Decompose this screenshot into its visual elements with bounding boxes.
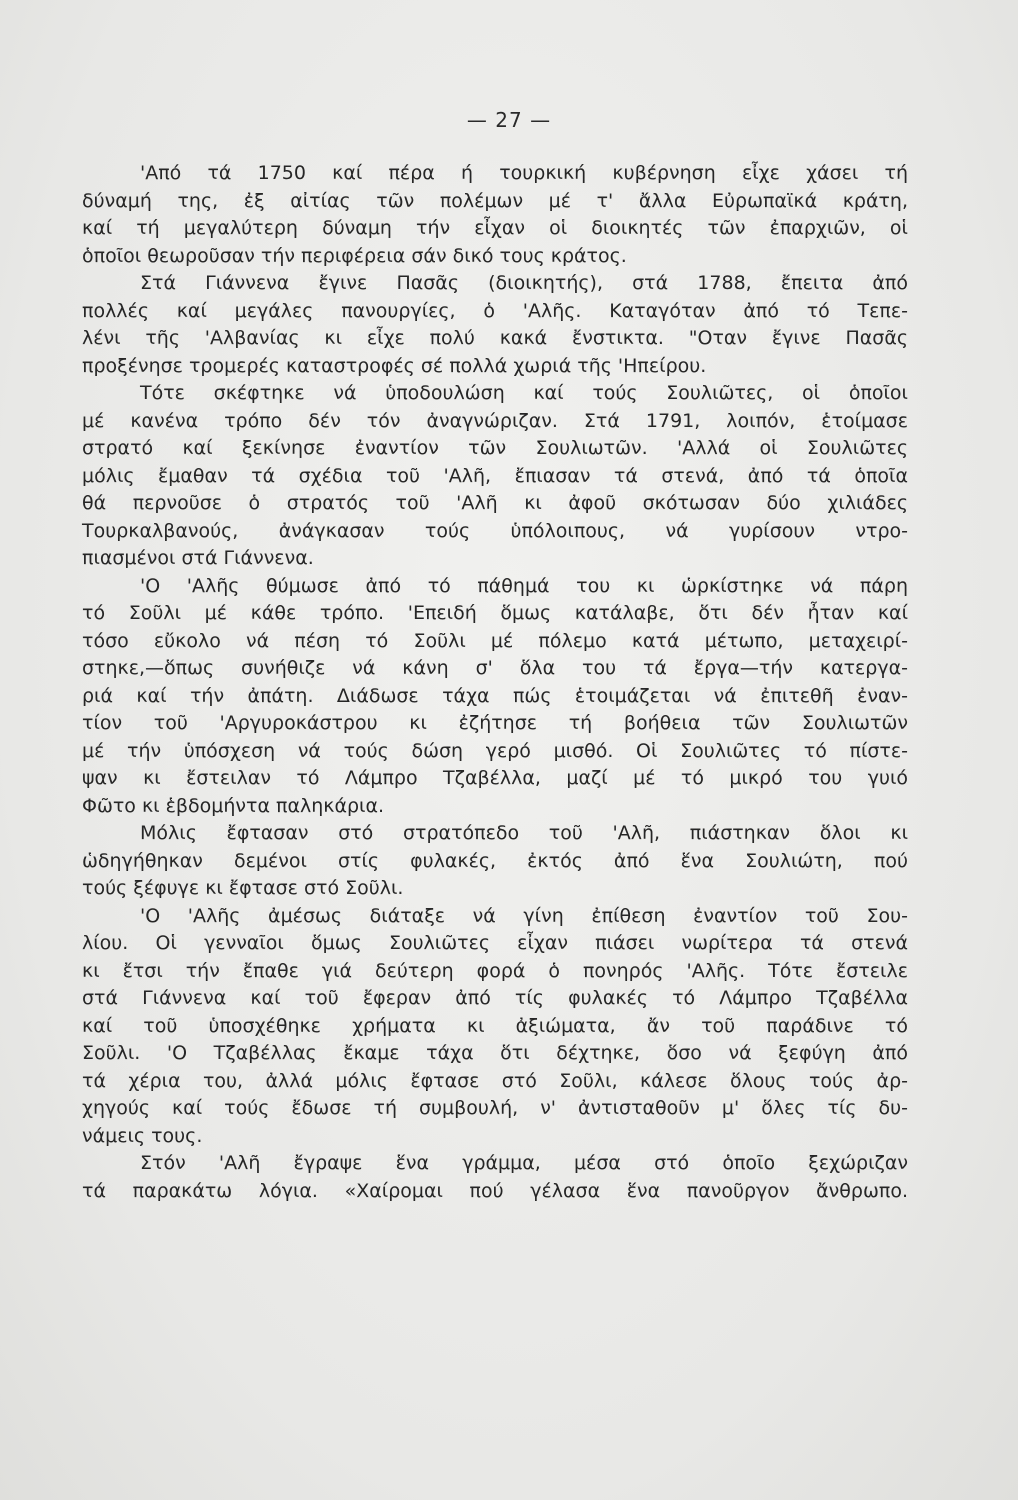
text-line: τά χέρια του, ἀλλά μόλις ἔφτασε στό Σοῦλι, κάλεσε ὅλους τούς ἀρ- [82,1069,908,1092]
text-line: τούς ξέφυγε κι ἔφτασε στό Σοῦλι. [82,877,404,899]
text-line: προξένησε τρομερές καταστροφές σέ πολλά χωριά τῆς 'Ηπείρου. [82,354,707,377]
text-line: τίον τοῦ 'Αργυροκάστρου κι ἐζήτησε τή βοήθεια τῶν Σουλιωτῶν [82,712,908,734]
text-line: Στά Γιάννενα ἔγινε Πασᾶς (διοικητής), στά 1788, ἔπειτα ἀπό [140,272,908,294]
text-line: 'Ο 'Αλῆς ἀμέσως διάταξε νά γίνη ἐπίθεση ἐναντίον τοῦ Σου- [140,904,908,927]
text-line: καί τοῦ ὑποσχέθηκε χρήματα κι ἀξιώματα, ἄν τοῦ παράδινε τό [82,1014,908,1037]
text-line: πολλές καί μεγάλες πανουργίες, ὁ 'Αλῆς. Καταγόταν ἀπό τό Τεπε- [82,299,908,322]
text-line: ψαν κι ἔστειλαν τό Λάμπρο Τζαβέλλα, μαζί μέ τό μικρό του γυιό [82,767,908,789]
text-line: νάμεις τους. [82,1124,203,1147]
page-number: — 27 — [466,108,552,132]
text-line: ριά καί τήν ἀπάτη. Διάδωσε τάχα πώς ἑτοιμάζεται νά ἐπιτεθῆ ἐναν- [82,684,908,707]
text-line: λένι τῆς 'Αλβανίας κι εἶχε πολύ κακά ἔνστικτα. "Οταν ἔγινε Πασᾶς [82,327,908,349]
text-line: Τότε σκέφτηκε νά ὑποδουλώση καί τούς Σουλιῶτες, οἱ ὁποῖοι [140,382,908,404]
text-line: Στόν 'Αλῆ ἔγραψε ἕνα γράμμα, μέσα στό ὁποῖο ξεχώριζαν [140,1152,908,1174]
text-line: μέ τήν ὑπόσχεση νά τούς δώση γερό μισθό. Οἱ Σουλιῶτες τό πίστε- [82,739,908,762]
text-line: τόσο εὔκολο νά πέση τό Σοῦλι μέ πόλεμο κατά μέτωπο, μεταχειρί- [82,629,908,652]
text-line: 'Από τά 1750 καί πέρα ή τουρκική κυβέρνηση εἶχε χάσει τή [140,162,908,184]
text-line: μέ κανένα τρόπο δέν τόν ἀναγνώριζαν. Στά 1791, λοιπόν, ἑτοίμασε [82,409,908,432]
text-line: κι ἔτσι τήν ἔπαθε γιά δεύτερη φορά ὁ πονηρός 'Αλῆς. Τότε ἔστειλε [82,959,908,982]
text-line: στά Γιάννενα καί τοῦ ἔφεραν ἀπό τίς φυλακές τό Λάμπρο Τζαβέλλα [82,987,908,1009]
text-line: χηγούς καί τούς ἔδωσε τή συμβουλή, ν' ἀντισταθοῦν μ' ὅλες τίς δυ- [82,1097,908,1119]
text-line: πιασμένοι στά Γιάννενα. [82,547,314,569]
text-line: τά παρακάτω λόγια. «Χαίρομαι πού γέλασα ἕνα πανοῦργον ἄνθρωπο. [82,1179,908,1202]
text-line: Σοῦλι. 'Ο Τζαβέλλας ἔκαμε τάχα ὅτι δέχτηκε, ὅσο νά ξεφύγη ἀπό [82,1042,908,1064]
text-line: δύναμή της, ἐξ αἰτίας τῶν πολέμων μέ τ' ἄλλα Εὐρωπαϊκά κράτη, [82,189,908,212]
text-line: 'Ο 'Αλῆς θύμωσε ἀπό τό πάθημά του κι ὡρκίστηκε νά πάρη [140,574,908,597]
text-line: μόλις ἔμαθαν τά σχέδια τοῦ 'Αλῆ, ἔπιασαν τά στενά, ἀπό τά ὁποῖα [82,464,908,487]
text-line: στρατό καί ξεκίνησε ἐναντίον τῶν Σουλιωτῶν. 'Αλλά οἱ Σουλιῶτες [82,437,908,459]
text-line: Μόλις ἔφτασαν στό στρατόπεδο τοῦ 'Αλῆ, πιάστηκαν ὅλοι κι [140,822,908,844]
text-line: στηκε,—ὅπως συνήθιζε νά κάνη σ' ὅλα του τά ἔργα—τήν κατεργα- [82,657,908,679]
text-line: Τουρκαλβανούς, ἀνάγκασαν τούς ὑπόλοιπους, νά γυρίσουν ντρο- [82,519,908,542]
text-line: καί τή μεγαλύτερη δύναμη τήν εἶχαν οἱ διοικητές τῶν ἐπαρχιῶν, οἱ [82,217,908,239]
text-line: θά περνοῦσε ὁ στρατός τοῦ 'Αλῆ κι ἀφοῦ σκότωσαν δύο χιλιάδες [82,492,908,514]
text-line: ὁποῖοι θεωροῦσαν τήν περιφέρεια σάν δικό τους κράτος. [82,244,627,267]
text-line: ὡδηγήθηκαν δεμένοι στίς φυλακές, ἐκτός ἀπό ἕνα Σουλιώτη, πού [82,849,908,872]
text-line: τό Σοῦλι μέ κάθε τρόπο. 'Επειδή ὅμως κατάλαβε, ὅτι δέν ἦταν καί [82,602,908,624]
body-text [82,160,908,1205]
text-line: Φῶτο κι ἑβδομήντα παληκάρια. [82,794,385,817]
text-line: λίου. Οἱ γενναῖοι ὅμως Σουλιῶτες εἶχαν πιάσει νωρίτερα τά στενά [82,932,908,954]
